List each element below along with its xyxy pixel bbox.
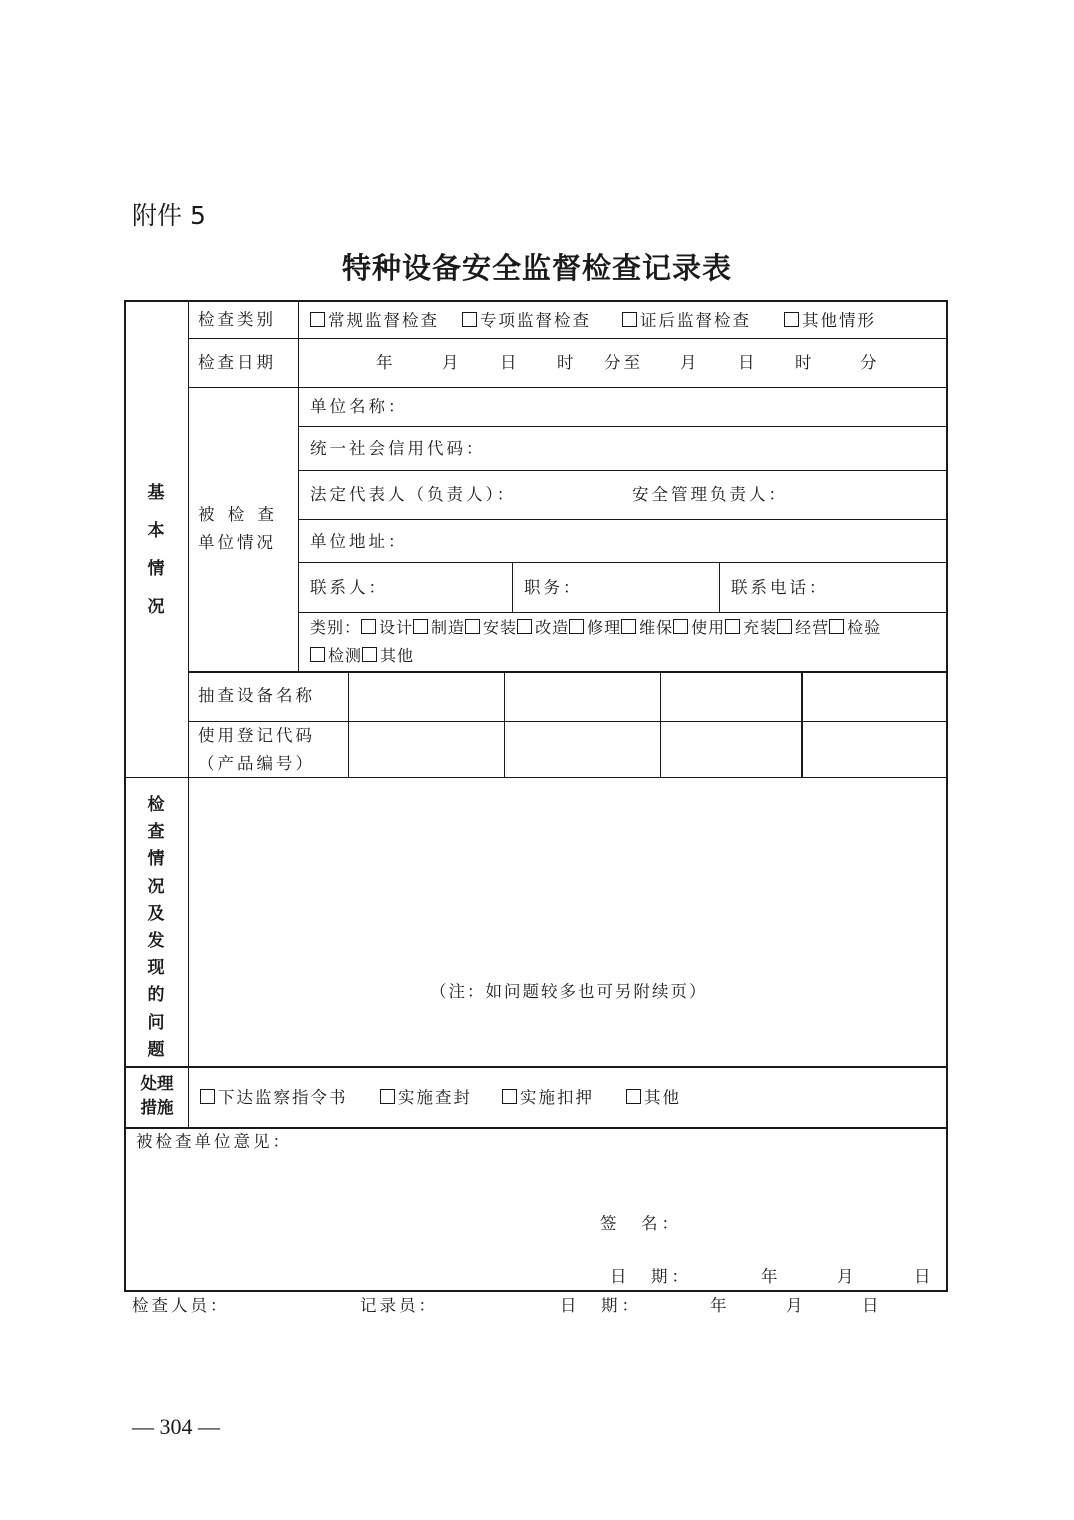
measure-option[interactable]: 其他 xyxy=(626,1089,681,1107)
checkbox-icon xyxy=(462,312,477,327)
opinion-date-label: 日 期： xyxy=(610,1267,692,1286)
reg-code-label: 使用登记代码 xyxy=(198,726,315,745)
safety-manager-field[interactable]: 安全管理负责人： xyxy=(632,485,788,504)
date-part: 年 xyxy=(376,353,396,372)
check-date-label: 检查日期 xyxy=(198,353,276,372)
address-field[interactable]: 单位地址： xyxy=(310,532,408,551)
checkbox-icon[interactable] xyxy=(361,619,376,634)
measures-label: 处理 措施 xyxy=(140,1074,174,1117)
row-line xyxy=(298,470,948,471)
footer-month: 月 xyxy=(786,1296,806,1315)
col-line xyxy=(348,671,349,777)
check-type-label: 检查类别 xyxy=(198,310,276,329)
category-row: 检测 其他 xyxy=(310,647,414,664)
checkbox-icon[interactable] xyxy=(725,619,740,634)
findings-note: （注：如问题较多也可另附续页） xyxy=(430,982,708,1001)
row-line xyxy=(188,671,948,673)
checkbox-icon[interactable] xyxy=(777,619,792,634)
basic-section-label: 基 本 情 况 xyxy=(147,483,165,617)
checkbox-icon[interactable] xyxy=(310,647,325,662)
col-line xyxy=(660,671,661,777)
check-type-option[interactable]: 常规监督检查 xyxy=(310,312,439,330)
row-line xyxy=(124,1127,948,1129)
position-field[interactable]: 职务： xyxy=(524,578,583,597)
opinion-month: 月 xyxy=(837,1267,857,1286)
opinion-day: 日 xyxy=(914,1267,934,1286)
row-line xyxy=(188,387,948,388)
row-line xyxy=(188,338,948,339)
date-part: 时 xyxy=(795,353,815,372)
footer-year: 年 xyxy=(710,1296,730,1315)
unit-name-field[interactable]: 单位名称： xyxy=(310,397,408,416)
checkbox-icon[interactable] xyxy=(621,619,636,634)
date-part: 月 xyxy=(442,353,462,372)
row-line xyxy=(298,562,948,563)
row-line xyxy=(124,777,948,778)
signature-field[interactable]: 签 名： xyxy=(600,1214,682,1233)
col-line xyxy=(719,562,720,612)
checkbox-icon[interactable] xyxy=(362,647,377,662)
measure-option[interactable]: 下达监察指令书 xyxy=(200,1089,348,1107)
measure-option[interactable]: 实施扣押 xyxy=(502,1089,594,1107)
reg-code-label: （产品编号） xyxy=(198,754,315,773)
checkbox-icon xyxy=(784,312,799,327)
credit-code-field[interactable]: 统一社会信用代码： xyxy=(310,439,486,458)
footer-date-label: 日 期： xyxy=(560,1296,642,1315)
inspector-field[interactable]: 检查人员： xyxy=(132,1296,230,1315)
opinion-year: 年 xyxy=(761,1267,781,1286)
date-part: 日 xyxy=(738,353,758,372)
checkbox-icon xyxy=(626,1089,641,1104)
inspected-unit-label: 单位情况 xyxy=(198,533,276,552)
date-part: 分 xyxy=(860,353,880,372)
row-line xyxy=(188,721,948,722)
legal-rep-field[interactable]: 法定代表人（负责人）： xyxy=(310,485,517,504)
measure-option[interactable]: 实施查封 xyxy=(380,1089,472,1107)
row-line xyxy=(298,426,948,427)
checkbox-icon[interactable] xyxy=(569,619,584,634)
checkbox-icon[interactable] xyxy=(517,619,532,634)
phone-field[interactable]: 联系电话： xyxy=(731,578,829,597)
date-part: 时 xyxy=(557,353,577,372)
checkbox-icon xyxy=(622,312,637,327)
inspected-unit-label: 被 检 查 xyxy=(198,505,278,524)
check-type-option[interactable]: 证后监督检查 xyxy=(622,312,751,330)
date-part: 月 xyxy=(680,353,700,372)
checkbox-icon xyxy=(502,1089,517,1104)
checkbox-icon[interactable] xyxy=(413,619,428,634)
col-line xyxy=(512,562,513,612)
col-line xyxy=(504,671,505,777)
col-line xyxy=(298,300,299,671)
contact-field[interactable]: 联系人： xyxy=(310,578,388,597)
footer-day: 日 xyxy=(862,1296,882,1315)
checkbox-icon[interactable] xyxy=(829,619,844,634)
col-line xyxy=(801,671,803,777)
row-line xyxy=(298,519,948,520)
date-part: 分至 xyxy=(604,353,643,372)
checkbox-icon xyxy=(200,1089,215,1104)
check-type-option[interactable]: 其他情形 xyxy=(784,312,876,330)
checkbox-icon xyxy=(310,312,325,327)
col-line xyxy=(188,300,189,1127)
recorder-field[interactable]: 记录员： xyxy=(360,1296,438,1315)
equipment-name-label: 抽查设备名称 xyxy=(198,686,315,705)
category-row: 类别： 设计 制造 安装 改造 修理 维保 使用 充装 经营 检验 xyxy=(310,618,882,637)
attachment-label: 附件 5 xyxy=(132,201,206,230)
checkbox-icon[interactable] xyxy=(673,619,688,634)
findings-section-label: 检 查 情 况 及 发 现 的 问 题 xyxy=(147,795,165,1060)
checkbox-icon xyxy=(380,1089,395,1104)
check-type-option[interactable]: 专项监督检查 xyxy=(462,312,591,330)
page-number: — 304 — xyxy=(132,1414,220,1439)
date-part: 日 xyxy=(500,353,520,372)
row-line xyxy=(124,1066,948,1068)
form-title: 特种设备安全监督检查记录表 xyxy=(341,251,732,285)
row-line xyxy=(298,612,948,613)
opinion-label: 被检查单位意见： xyxy=(136,1132,292,1151)
checkbox-icon[interactable] xyxy=(465,619,480,634)
